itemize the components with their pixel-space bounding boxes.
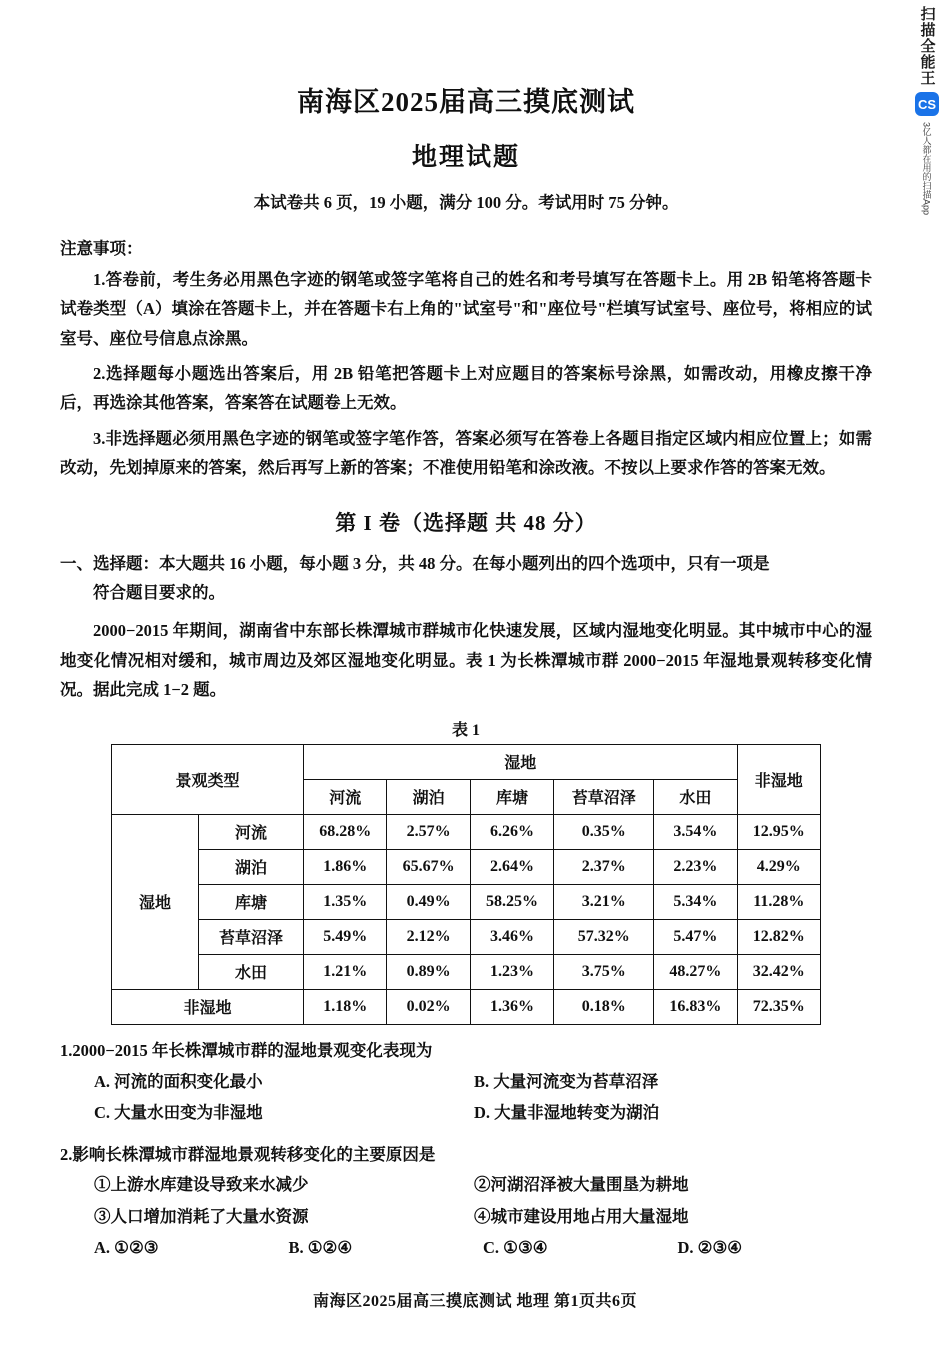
camscanner-badge-icon: CS bbox=[915, 92, 939, 116]
question-2-statement-3: ③人口增加消耗了大量水资源 bbox=[94, 1206, 309, 1226]
table-row-label-paddy: 水田 bbox=[199, 954, 304, 989]
table-cell: 58.25% bbox=[470, 884, 553, 919]
table-group-header-wetland: 湿地 bbox=[304, 744, 738, 779]
table-cell: 1.23% bbox=[470, 954, 553, 989]
question-2-option-a: A. ①②③ bbox=[94, 1238, 159, 1258]
table-cell: 68.28% bbox=[304, 814, 387, 849]
table-cell: 5.34% bbox=[654, 884, 737, 919]
table-cell: 32.42% bbox=[737, 954, 820, 989]
table-col-header-reservoir: 库塘 bbox=[470, 779, 553, 814]
table-cell: 16.83% bbox=[654, 989, 737, 1024]
table-cell: 3.75% bbox=[554, 954, 654, 989]
scan-watermark-label: 扫描全能王 bbox=[918, 6, 936, 86]
table-cell: 2.23% bbox=[654, 849, 737, 884]
table-cell: 6.26% bbox=[470, 814, 553, 849]
table-cell: 1.18% bbox=[304, 989, 387, 1024]
table-cell: 1.21% bbox=[304, 954, 387, 989]
page-title: 南海区2025届高三摸底测试 bbox=[297, 87, 635, 117]
section-part-heading bbox=[60, 549, 872, 608]
table-header-row-1 bbox=[112, 744, 821, 779]
table-cell: 0.49% bbox=[387, 884, 470, 919]
table-cell: 5.47% bbox=[654, 919, 737, 954]
table-cell: 1.36% bbox=[470, 989, 553, 1024]
table-cell: 0.35% bbox=[554, 814, 654, 849]
table-cell: 1.86% bbox=[304, 849, 387, 884]
question-1-option-c: C. 大量水田变为非湿地 bbox=[94, 1103, 263, 1123]
table-cell: 11.28% bbox=[737, 884, 820, 919]
notice-title: 注意事项： bbox=[60, 239, 143, 258]
question-2-statements bbox=[94, 1169, 872, 1232]
notice-item-2: 2.选择题每小题选出答案后，用 2B 铅笔把答题卡上对应题目的答案标号涂黑，如需改动，用橡皮擦干净后，再选涂其他答案，答案答在试题卷上无效。 bbox=[60, 364, 872, 413]
table-row bbox=[112, 849, 821, 884]
table-col-header-sedge-marsh: 苔草沼泽 bbox=[554, 779, 654, 814]
table-cell: 57.32% bbox=[554, 919, 654, 954]
table-cell: 48.27% bbox=[654, 954, 737, 989]
notice-item-3: 3.非选择题必须用黑色字迹的钢笔或签字笔作答，答案必须写在答卷上各题目指定区域内相应位置上；如需改动，先划掉原来的答案，然后再写上新的答案；不准使用铅笔和涂改液。不按以上要求作答的答案无效。 bbox=[60, 428, 872, 478]
table-corner-label: 景观类型 bbox=[112, 744, 304, 814]
question-2-stem: 2.影响长株潭城市群湿地景观转移变化的主要原因是 bbox=[60, 1144, 436, 1164]
table-row bbox=[112, 814, 821, 849]
question-2-option-b: B. ①②④ bbox=[288, 1238, 353, 1258]
table-cell: 5.49% bbox=[304, 919, 387, 954]
table-row-label-lake: 湖泊 bbox=[199, 849, 304, 884]
question-2-option-c: C. ①③④ bbox=[483, 1238, 548, 1258]
exam-info: 本试卷共 6 页，19 小题，满分 100 分。考试用时 75 分钟。 bbox=[253, 193, 679, 212]
subject-title: 地理试题 bbox=[411, 144, 520, 171]
table-cell: 3.46% bbox=[470, 919, 553, 954]
table-row-group-label-wetland: 湿地 bbox=[112, 814, 199, 989]
table-caption: 表 1 bbox=[451, 721, 480, 739]
table-cell: 1.35% bbox=[304, 884, 387, 919]
table-cell: 2.37% bbox=[554, 849, 654, 884]
table-cell: 12.82% bbox=[737, 919, 820, 954]
table-col-header-river: 河流 bbox=[304, 779, 387, 814]
question-2-option-d: D. ②③④ bbox=[677, 1238, 743, 1258]
table-cell: 0.89% bbox=[387, 954, 470, 989]
section-part-desc-cont: 符合题目要求的。 bbox=[93, 583, 225, 603]
wetland-transition-table bbox=[111, 744, 821, 1025]
table-header-nonwetland: 非湿地 bbox=[737, 744, 820, 814]
scan-watermark-subtext: 3亿人都在用的扫描App bbox=[921, 122, 932, 216]
table-row bbox=[112, 954, 821, 989]
section-title: 第 I 卷（选择题 共 48 分） bbox=[335, 510, 597, 535]
table-row-label-nonwetland: 非湿地 bbox=[112, 989, 304, 1024]
table-col-header-paddy: 水田 bbox=[654, 779, 737, 814]
table-row-label-sedge-marsh: 苔草沼泽 bbox=[199, 919, 304, 954]
table-cell: 4.29% bbox=[737, 849, 820, 884]
section-part-desc: 本大题共 16 小题，每小题 3 分，共 48 分。在每小题列出的四个选项中，只有一项是 bbox=[159, 553, 770, 573]
table-cell: 2.64% bbox=[470, 849, 553, 884]
question-2-statement-2: ②河湖沼泽被大量围垦为耕地 bbox=[474, 1175, 689, 1195]
question-1-option-d: D. 大量非湿地转变为湖泊 bbox=[474, 1103, 660, 1123]
scan-watermark bbox=[910, 6, 944, 215]
passage-text: 2000−2015 年期间，湖南省中东部长株潭城市群城市化快速发展，区域内湿地变化明显。其中城市中心的湿地变化情况相对缓和，城市周边及郊区湿地变化明显。表 1 为长株潭城市群 2000−2015 年湿地景观转移变化情况。据此完成 1−2 题。 bbox=[60, 620, 872, 700]
question-1-option-a: A. 河流的面积变化最小 bbox=[94, 1071, 263, 1091]
table-cell: 12.95% bbox=[737, 814, 820, 849]
page-footer: 南海区2025届高三摸底测试 地理 第1页共6页 bbox=[312, 1293, 637, 1310]
table-row bbox=[112, 989, 821, 1024]
table-cell: 3.54% bbox=[654, 814, 737, 849]
table-row-label-reservoir: 库塘 bbox=[199, 884, 304, 919]
table-cell: 0.18% bbox=[554, 989, 654, 1024]
question-2-statement-4: ④城市建设用地占用大量湿地 bbox=[474, 1206, 689, 1226]
notice-item-1: 1.答卷前，考生务必用黑色字迹的钢笔或签字笔将自己的姓名和考号填写在答题卡上。用 2B 铅笔将答题卡试卷类型（A）填涂在答题卡上，并在答题卡右上角的"试室号"和"座位号"栏填写试室号、座位号，将相应的试室号、座位号信息点涂黑。 bbox=[60, 270, 872, 348]
table-cell: 3.21% bbox=[554, 884, 654, 919]
table-cell: 2.12% bbox=[387, 919, 470, 954]
table-row-label-river: 河流 bbox=[199, 814, 304, 849]
question-1-stem: 1.2000−2015 年长株潭城市群的湿地景观变化表现为 bbox=[60, 1040, 433, 1060]
question-1-option-b: B. 大量河流变为苔草沼泽 bbox=[474, 1071, 659, 1091]
question-2-statement-1: ①上游水库建设导致来水减少 bbox=[94, 1175, 309, 1195]
question-2-options bbox=[94, 1232, 872, 1263]
table-cell: 2.57% bbox=[387, 814, 470, 849]
section-part-label: 一、选择题： bbox=[60, 553, 159, 573]
question-1-options bbox=[94, 1066, 872, 1129]
table-cell: 0.02% bbox=[387, 989, 470, 1024]
table-col-header-lake: 湖泊 bbox=[387, 779, 470, 814]
table-cell: 65.67% bbox=[387, 849, 470, 884]
table-row bbox=[112, 884, 821, 919]
table-cell: 72.35% bbox=[737, 989, 820, 1024]
table-row bbox=[112, 919, 821, 954]
